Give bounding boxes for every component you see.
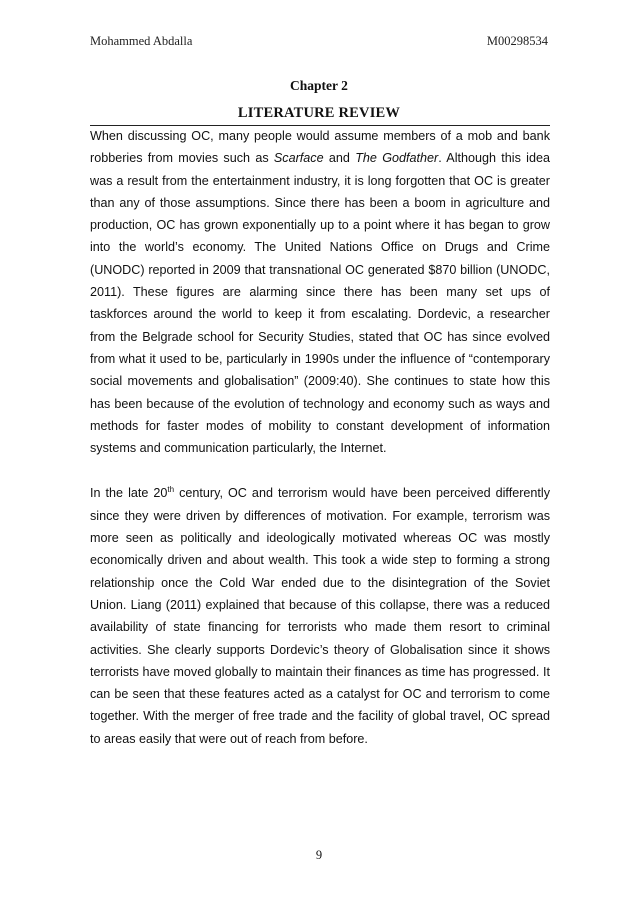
body-text bbox=[90, 125, 550, 750]
paragraph-2-text-a: In the late 20 bbox=[90, 486, 168, 501]
page-number: 9 bbox=[315, 848, 323, 862]
paragraph-1-text-b: and bbox=[323, 151, 356, 166]
header-student-id: M00298534 bbox=[486, 34, 548, 48]
film-title-godfather: The Godfather bbox=[355, 151, 439, 166]
header-author: Mohammed Abdalla bbox=[90, 34, 193, 48]
section-title: LITERATURE REVIEW bbox=[237, 105, 401, 121]
paragraph-2-text-b: century, OC and terrorism would have been perceived differently since they were driven by differences of motivation. For example, terrorism was more seen as politically and ideologically motivated whereas OC was mostly economically driven and about wealth. This took a wide step to forming a strong relationship once the Cold War ended due to the disintegration of the Soviet Union. Liang (2011) explained that because of this collapse, there was a reduced availability of state financing for terrorists who made them resort to criminal activities. She clearly supports Dordevic’s theory of Globalisation since it shows terrorists have moved globally to maintain their finances as time has progressed. It can be seen that these features acted as a catalyst for OC and terrorism to come together. With the merger of free trade and the facility of global travel, OC spread to areas easily that were out of reach from before. bbox=[90, 486, 551, 746]
page-header bbox=[90, 34, 548, 50]
ordinal-superscript: th bbox=[167, 485, 175, 495]
paragraph-1-text-a: When discussing OC, many people would assume members of a mob and bank robberies from movies such as bbox=[90, 129, 550, 166]
film-title-scarface: Scarface bbox=[273, 151, 324, 166]
paragraph-2 bbox=[90, 482, 550, 750]
paragraph-1-text-c: . Although this idea was a result from the entertainment industry, it is long forgotten that OC is greater than any of those assumptions. Since there has been a boom in agriculture and production, OC has grown exponentially up to a point where it has began to grow into the world’s economy. The United Nations Office on Drugs and Crime (UNODC) reported in 2009 that transnational OC generated $870 billion (UNODC, 2011). These figures are alarming since there has been many set ups of taskforces around the world to keep it from escalating. Dordevic, a researcher from the Belgrade school for Security Studies, stated that OC has since evolved from what it used to be, particularly in 1990s under the influence of “contemporary social movements and globalisation” (2009:40). She continues to state how this has been because of the evolution of technology and economy such as ways and methods for faster modes of mobility to constant development of information systems and communication particularly, the Internet. bbox=[90, 151, 550, 456]
paragraph-1 bbox=[90, 125, 550, 459]
chapter-label: Chapter 2 bbox=[290, 78, 348, 93]
